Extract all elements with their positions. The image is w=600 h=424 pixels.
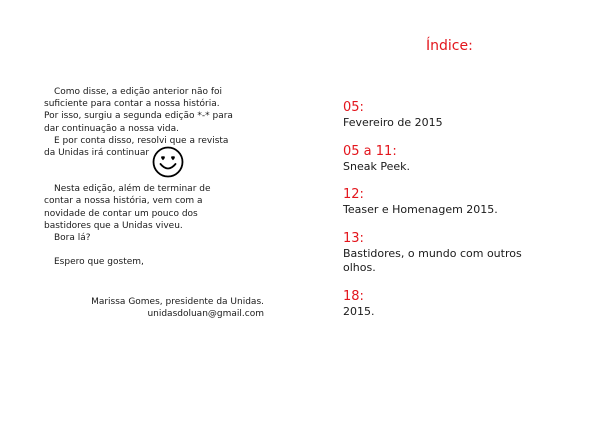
letter-text — [44, 86, 244, 268]
signature-name: Marissa Gomes, presidente da Unidas. — [91, 297, 264, 307]
letter-line: bastidores que a Unidas viveu. — [44, 220, 183, 231]
toc-entry-title: olhos. — [343, 261, 376, 274]
signature-email: unidasdoluan@gmail.com — [147, 309, 264, 320]
toc-page-number: 05 a 11: — [343, 143, 397, 159]
toc-entry — [343, 144, 563, 175]
letter-line: Como disse, a edição anterior não foi — [54, 87, 223, 97]
toc-entry — [343, 100, 563, 131]
toc-entry — [343, 231, 563, 276]
toc-page-number: 18: — [343, 288, 364, 304]
letter-line: suficiente para contar a nossa história. — [44, 99, 220, 110]
heart-eyes-smiley-icon — [152, 146, 184, 178]
letter-line: E por conta disso, resolvi que a revista — [54, 135, 229, 146]
toc-page-number: 05: — [343, 100, 364, 115]
toc-entry — [343, 289, 563, 320]
signature-block — [44, 296, 264, 320]
toc-page-number: 13: — [343, 230, 364, 246]
toc-entry-title: Teaser e Homenagem 2015. — [343, 203, 498, 216]
index-title: Índice: — [426, 38, 473, 54]
right-page — [300, 0, 600, 424]
toc-entry-title: Fevereiro de 2015 — [343, 116, 443, 129]
letter-line: Nesta edição, além de terminar de — [54, 184, 211, 195]
letter-line: Por isso, surgiu a segunda edição *-* para — [44, 111, 233, 122]
toc-entry-title: Sneak Peek. — [343, 159, 410, 173]
letter-line: da Unidas irá continuar — [44, 148, 150, 159]
toc-entry-title: Bastidores, o mundo com outros — [343, 246, 522, 260]
letter-line: Bora lá? — [54, 233, 91, 244]
letter-line: novidade de contar um pouco dos — [44, 208, 198, 219]
toc-entry — [343, 187, 563, 218]
letter-line: dar continuação a nossa vida. — [44, 123, 179, 134]
letter-line: contar a nossa história, vem com a — [44, 196, 203, 207]
toc-page-number: 12: — [343, 187, 364, 202]
toc-entry-title: 2015. — [343, 304, 375, 318]
table-of-contents — [343, 100, 563, 332]
letter-closing: Espero que gostem, — [54, 257, 144, 268]
